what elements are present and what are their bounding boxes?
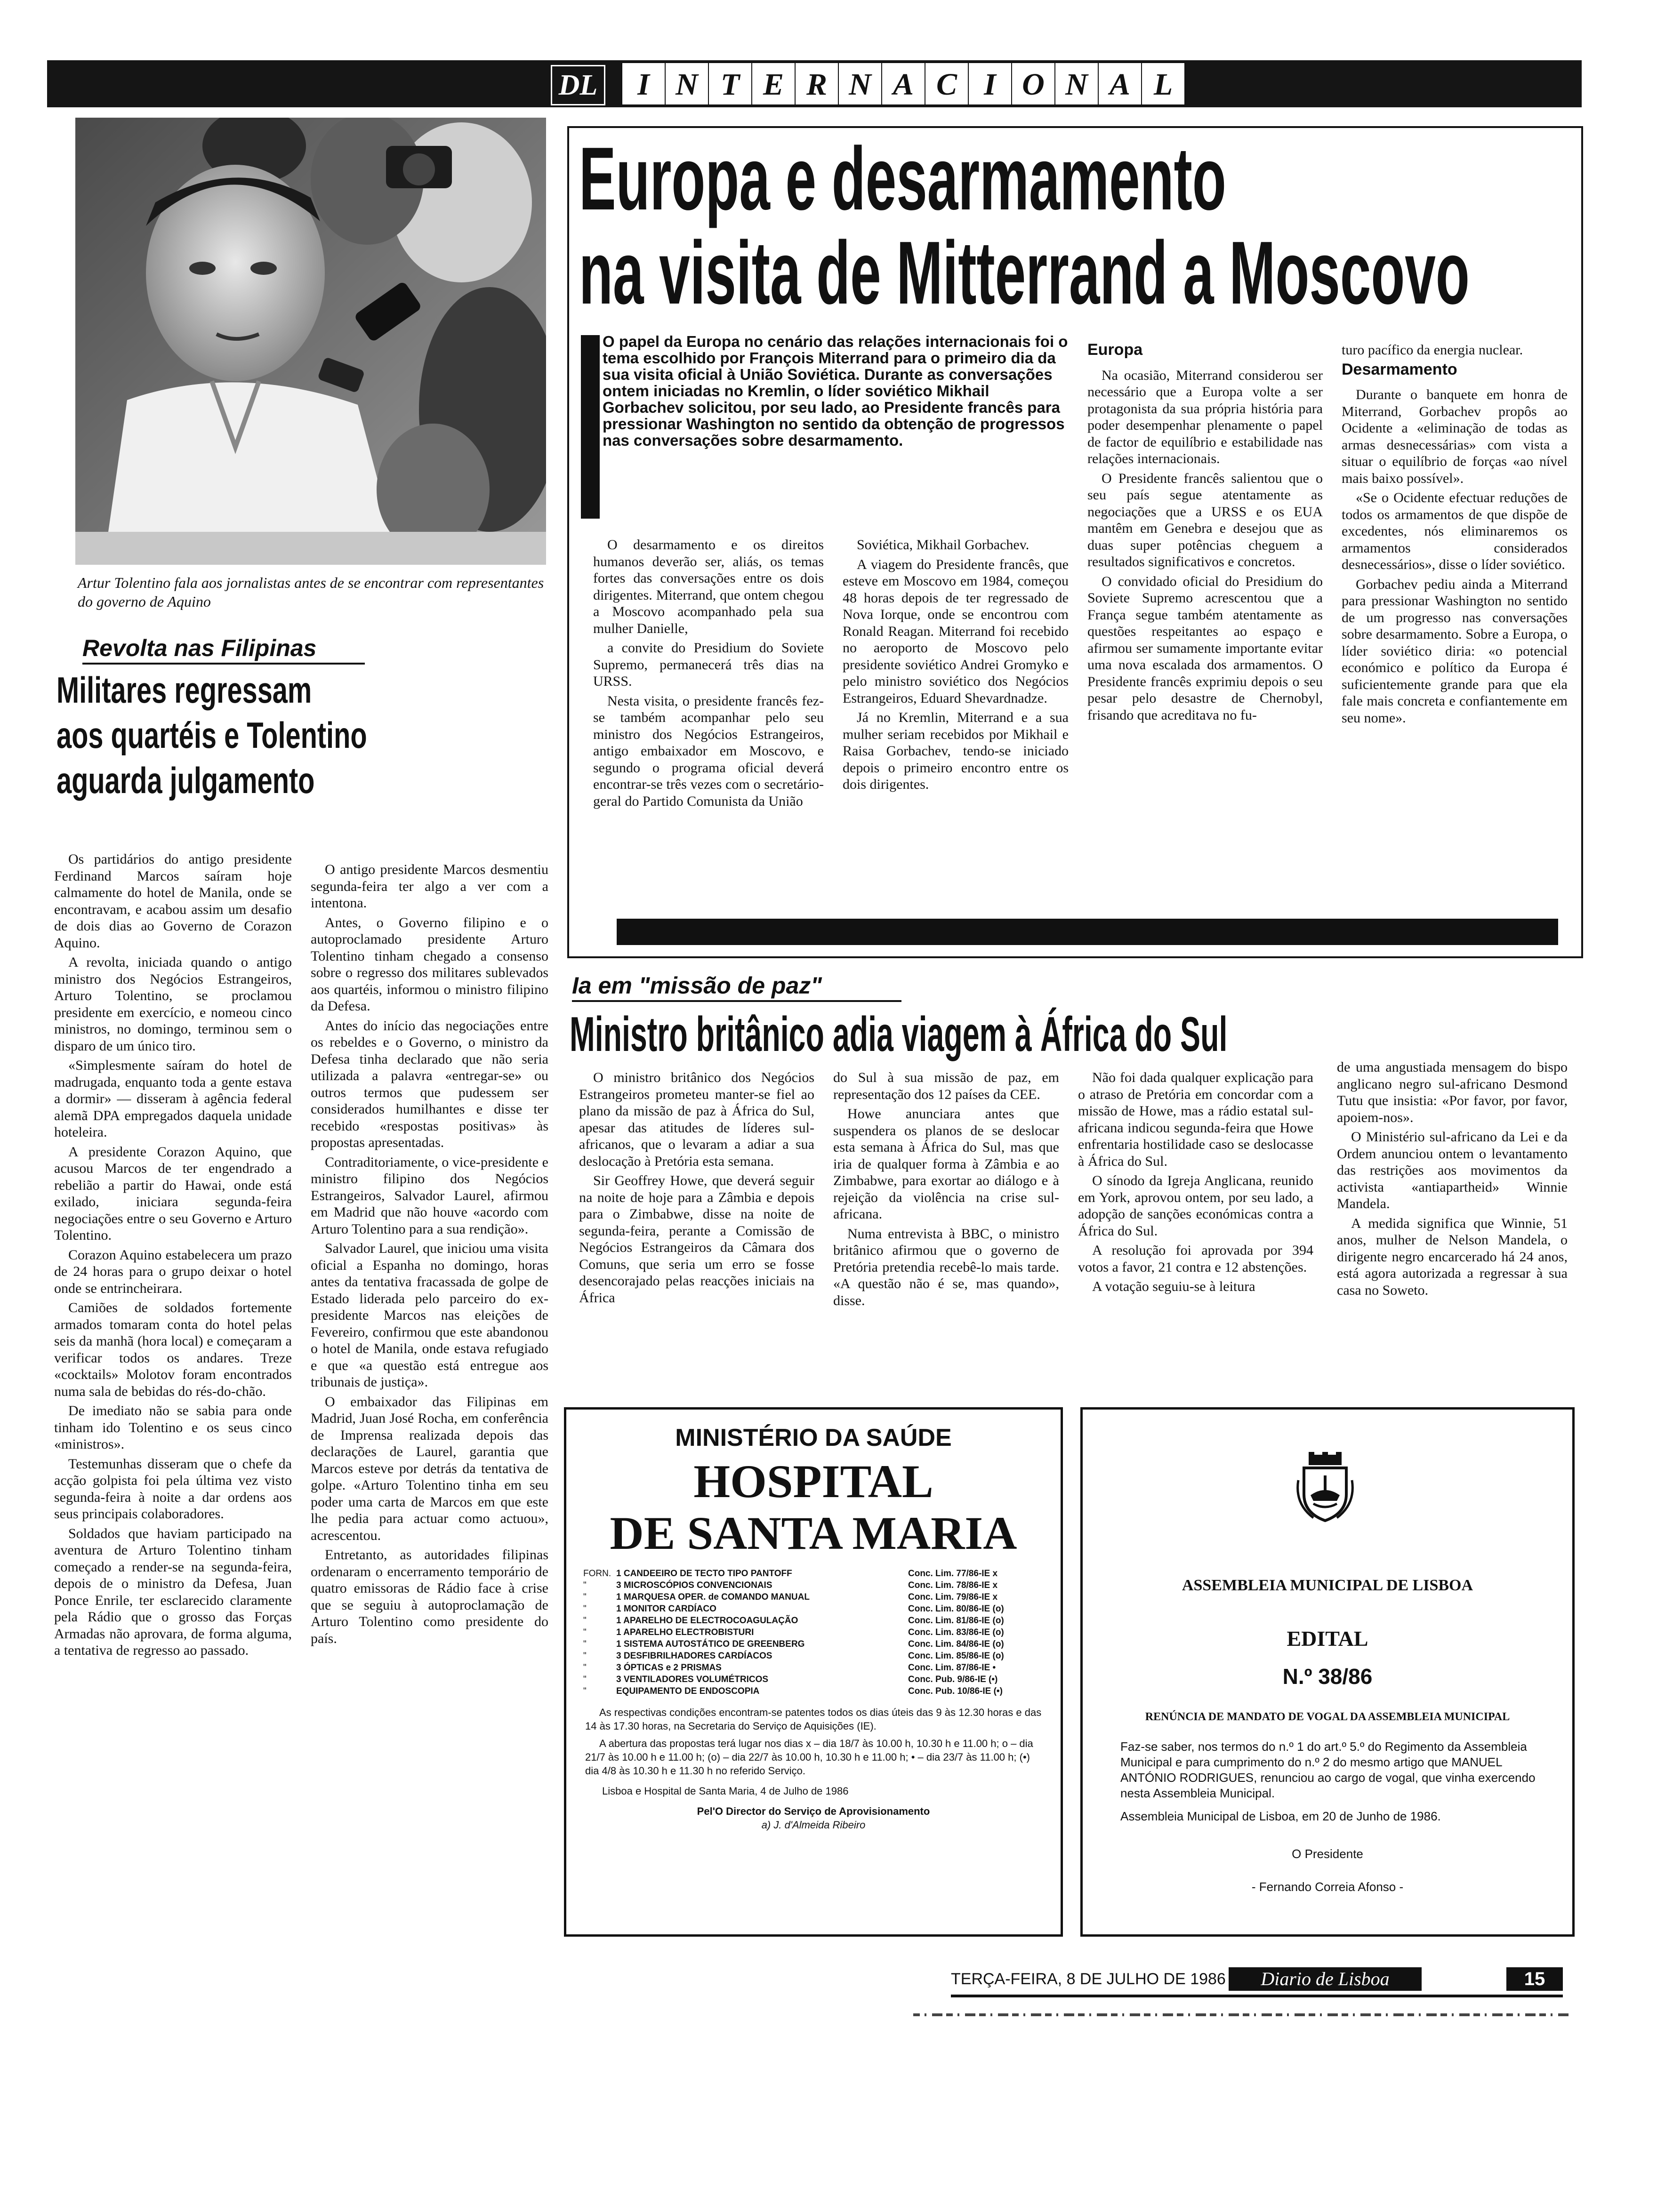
subhead-desarmamento: Desarmamento [1342,360,1457,378]
mitterrand-column-3 [1087,342,1323,726]
section-letter: A [881,62,925,105]
paragraph: A votação seguiu-se à leitura [1092,1279,1255,1294]
headline-line: aguarda julgamento [56,760,315,801]
newspaper-logo: DL [551,65,605,105]
paragraph: Corazon Aquino estabelecera um prazo de 24 horas para o grupo deixar o hotel onde se entrincheirara. [54,1247,292,1296]
howe-column-1 [579,1069,814,1309]
paragraph: A medida significa que Winnie, 51 anos, mulher de Nelson Mandela, o dirigente negro encarcerado há 24 anos, está agora autorizada a regressar à sua casa no Soweto. [1337,1215,1568,1298]
paragraph: Antes, o Governo filipino e o autoproclamado presidente Arturo Tolentino tinham chegado a consenso sobre o regresso dos militares sublevados aos quartéis, informou o ministro filipino da Defesa. [311,914,548,1014]
section-letter: O [1011,62,1055,105]
howe-kicker [572,972,901,1002]
ad-assembly-name: ASSEMBLEIA MUNICIPAL DE LISBOA [1182,1577,1473,1594]
ad-item: " 1 MARQUESA OPER. de COMANDO MANUAL Conc. Lim. 79/86-IE x [583,1592,998,1602]
ad-item: " EQUIPAMENTO DE ENDOSCOPIA Conc. Pub. 10/86-IE (•) [583,1686,1003,1696]
section-letter: N [665,62,709,105]
ad-item-list [583,1568,1061,1697]
mitterrand-lead: O papel da Europa no cenário das relações internacionais foi o tema escolhido por François Miterrand para o primeiro dia da sua visita oficial à União Soviética. Durante as conversações ontem iniciadas no Kremlin, o líder soviético Mikhail Gorbachev solicitou, por seu lado, ao Presidente francês para pressionar Washington no sentido da obtenção de progressos nas conversações sobre desarmamento. [603,333,1068,449]
section-letter: N [1054,62,1099,105]
paragraph: O Presidente francês salientou que o seu país segue atentamente as negociações que a URSS e os EUA mantêm em Genebra e desejou que as duas super potências cheguem a resultados significativos e concretos. [1087,470,1323,569]
ad-item: " 3 ÓPTICAS e 2 PRISMAS Conc. Lim. 87/86-IE • [583,1663,996,1673]
paragraph: Testemunhas disseram que o chefe da acção golpista foi pela última vez visto segunda-feira à noite a dar ordens aos seus principais colaboradores. [54,1456,292,1522]
ad-edital-number: N.º 38/86 [1282,1664,1373,1689]
scan-noise-strip [913,2010,1572,2020]
paragraph: Salvador Laurel, que iniciou uma visita oficial a Espanha no domingo, horas antes da tentativa fracassada de golpe de Estado liderada pelo parceiro do ex-presidente Marcos nas eleições de Fevereiro, confirmou que este abandonou o hotel de Manila, onde estava refugiado e que «a questão está entregue aos tribunais de justiça». [311,1241,548,1390]
section-letter: E [751,62,796,105]
ad-signer: a) J. d'Almeida Ribeiro [761,1819,866,1831]
paragraph: A resolução foi aprovada por 394 votos a favor, 21 contra e 12 abstenções. [1078,1242,1313,1275]
howe-column-3 [1078,1069,1313,1298]
paragraph: O embaixador das Filipinas em Madrid, Juan José Rocha, em conferência de Imprensa realizada depois das declarações de Laurel, garantia que Marcos esteve por detrás da tentativa de golpe. «Arturo Tolentino tinha em seu poder uma carta de Marcos em que este lhe pedia para actuar como actuou», acrescentou. [311,1394,548,1543]
tolentino-column-2 [311,861,548,1650]
howe-column-4 [1337,1059,1568,1301]
paragraph: Soldados que haviam participado na aventura de Arturo Tolentino tinham começado a render-se na segunda-feira, depois de o ministro da Defesa, Juan Ponce Enrile, ter esclarecido claramente pela Rádio que o grosso das Forças Armadas não aprovara, de forma alguma, a tentativa de regresso ao passado. [54,1525,292,1658]
ad-opening-dates: A abertura das propostas terá lugar nos dias x – dia 18/7 às 10.00 h, 10.30 h e 11.00 h; o – dia 21/7 às 10.00 h e 11.00 h; (o) – dia 22/7 às 10.00 h, 10.30 h e 11.00 h; • – dia 23/7 às 11.00 h; (•) dia 4/8 às 10.30 h e 11.30 h no referido Serviço. [585,1738,1033,1777]
paragraph: Entretanto, as autoridades filipinas ordenaram o encerramento temporário de quatro emissoras de Rádio face à crise que se seguiu à autoproclamação de Arturo Tolentino como presidente do país. [311,1547,548,1646]
ad-conditions: As respectivas condições encontram-se patentes todos os dias úteis das 9 às 12.30 horas e das 14 às 17.30 horas, na Secretaria do Serviço de Aquisições (IE). [585,1707,1042,1732]
issue-date: TERÇA-FEIRA, 8 DE JULHO DE 1986 [951,1970,1226,1988]
section-letter: I [968,62,1012,105]
footer-rule [951,1995,1563,1997]
mitterrand-column-1 [593,537,824,812]
assembly-advert [1080,1407,1575,1937]
section-letter: R [795,62,839,105]
photo-illustration [75,118,546,565]
lead-drop-bar [581,335,600,519]
kicker-text: Revolta nas Filipinas [82,635,317,661]
ad-president-title: O Presidente [1292,1847,1363,1861]
ad-edital: EDITAL [1287,1627,1368,1651]
paragraph: Na ocasião, Miterrand considerou ser necessário que a Europa volte a ser protagonista da sua própria história para poder desempenhar plenamente o papel de factor de equilíbrio e estabilidade nas relações internacionais. [1087,367,1323,466]
paragraph: Sir Geoffrey Howe, que deverá seguir na noite de hoje para a Zâmbia e depois para o Zimbabwe, disse na noite de segunda-feira, perante a Comissão de Negócios Estrangeiros da Câmara dos Comuns, que seria um erro se fosse desencorajado pelas reacções iniciais na África [579,1173,814,1306]
section-letter: I [621,62,666,105]
paragraph: A presidente Corazon Aquino, que acusou Marcos de ter engendrado a rebelião a partir do Hawai, onde está exilado, iniciara segunda-feira negociações entre o seu Governo e Arturo Tolentino. [54,1144,292,1243]
story-bottom-bar [617,919,1558,945]
paragraph: turo pacífico da energia nuclear. [1342,342,1523,358]
section-masthead [47,60,1582,107]
paragraph: Nesta visita, o presidente francês fez-se também acompanhar pelo seu ministro dos Negócios Estrangeiros, antigo embaixador em Moscovo, e segundo o programa oficial deverá encontrar-se três vezes com o secretário-geral do Partido Comunista da União [593,693,824,809]
ad-date: Lisboa e Hospital de Santa Maria, 4 de Julho de 1986 [602,1785,849,1797]
paragraph: Já no Kremlin, Miterrand e a sua mulher seriam recebidos por Mikhail e Raisa Gorbachev, tendo-se iniciado depois o primeiro encontro entre os dois dirigentes. [843,710,1069,792]
ad-subject: RENÚNCIA DE MANDATO DE VOGAL DA ASSEMBLEIA MUNICIPAL [1145,1711,1510,1723]
ad-hospital-name: DE SANTA MARIA [610,1507,1017,1559]
ad-item: FORN. 1 CANDEEIRO DE TECTO TIPO PANTOFF Conc. Lim. 77/86-IE x [583,1569,998,1579]
paragraph: O desarmamento e os direitos humanos deverão ser, aliás, os temas fortes das conversações entre os dois dirigentes. Miterrand, que ontem chegou a Moscovo acompanhado pela sua mulher Danielle, [593,537,824,636]
paragraph: O ministro britânico dos Negócios Estrangeiros prometeu manter-se fiel ao plano da missão de paz à África do Sul, apesar das atitudes de líderes sul-africanos, que o levaram a adiar a sua deslocação à Pretória esta semana. [579,1070,814,1169]
paragraph: «Se o Ocidente efectuar reduções de todos os armamentos de que dispõe de excedentes, nós eliminaremos os armamentos considerados desnecessários», disse o líder soviético. [1342,490,1568,572]
howe-headline: Ministro britânico adia viagem à África do Sul [570,1007,1228,1062]
paragraph: Camiões de soldados fortemente armados tomaram conta do hotel pelas seis da manhã (hora local) e começaram a verificar todos os andares. Treze «cocktails» Molotov foram encontrados numa sala de bebidas do rés-do-chão. [54,1300,292,1399]
paragraph: Antes do início das negociações entre os rebeldes e o Governo, o ministro da Defesa tinha declarado que não seria utilizada a palavra «entregar-se» ou outros termos que pudessem ser considerados humilhantes e disse ter recebido «respostas positivas» às propostas apresentadas. [311,1018,548,1150]
headline-line: Militares regressam [56,669,312,711]
kicker-rule [82,663,365,665]
paragraph: Soviética, Mikhail Gorbachev. [857,537,1030,553]
ad-item: " 1 SISTEMA AUTOSTÁTICO DE GREENBERG Conc. Lim. 84/86-IE (o) [583,1639,1004,1649]
paragraph: a convite do Presidium do Soviete Supremo, permanecerá três dias na URSS. [593,640,824,689]
mitterrand-column-4 [1342,342,1568,729]
hospital-advert [564,1407,1063,1937]
ad-item: " 3 MICROSCÓPIOS CONVENCIONAIS Conc. Lim. 78/86-IE x [583,1580,998,1590]
lisbon-coat-of-arms-icon [1295,1452,1356,1523]
mitterrand-headline [579,129,1577,323]
section-letter: C [925,62,969,105]
paragraph: Não foi dada qualquer explicação para o atraso de Pretória em concordar com a missão de Howe, mas a rádio estatal sul-africana indicou segunda-feira que Howe enfrentaria hostilidade caso se deslocasse à África do Sul. [1078,1070,1313,1169]
headline-line: na visita de Mitterrand a Moscovo [579,223,1470,323]
section-letter: N [838,62,882,105]
photo-caption: Artur Tolentino fala aos jornalistas antes de se encontrar com representantes do governo de Aquino [78,574,544,610]
section-title [621,62,1184,104]
ad-president: - Fernando Correia Afonso - [1251,1880,1404,1894]
ad-date: Assembleia Municipal de Lisboa, em 20 de Junho de 1986. [1120,1809,1441,1823]
subhead-europa: Europa [1087,341,1143,359]
ad-item: " 1 APARELHO DE ELECTROCOAGULAÇÃO Conc. Lim. 81/86-IE (o) [583,1616,1004,1626]
page-number: 15 [1506,1967,1563,1991]
ad-hospital-name: HOSPITAL [693,1455,933,1507]
mitterrand-column-2 [843,537,1069,796]
tolentino-kicker [82,634,365,665]
paragraph: A viagem do Presidente francês, que esteve em Moscovo em 1984, começou 48 horas depois de ter regressado de Nova Iorque, onde se encontrou com Ronald Reagan. Miterrand foi recebido no aeroporto de Moscovo pelo presidente soviético Andrei Gromyko e pelo ministro soviético dos Negócios Estrangeiros, Eduard Shevardnadze. [843,556,1069,706]
howe-column-2 [833,1069,1059,1312]
paragraph: Durante o banquete em honra de Miterrand, Gorbachev propôs ao Ocidente a «eliminação de todas as armas desnecessárias» com vista a situar o equilíbrio de forças «ao nível mais baixo possível». [1342,387,1568,486]
paragraph: De imediato não se sabia para onde tinham ido Tolentino e os seus cinco «ministros». [54,1403,292,1452]
kicker-text: Ia em "missão de paz" [572,972,822,999]
ad-ministry: MINISTÉRIO DA SAÚDE [675,1424,952,1451]
ad-item: " 1 APARELHO ELECTROBISTURI Conc. Lim. 83/86-IE (o) [583,1627,1004,1637]
ad-signer-title: Pel'O Director do Serviço de Aprovisionamento [697,1805,930,1817]
ad-item: " 3 DESFIBRILHADORES CARDÍACOS Conc. Lim. 85/86-IE (o) [583,1651,1004,1661]
paragraph: «Simplesmente saíram do hotel de madrugada, enquanto toda a gente estava a dormir» — disseram à agência federal alemã DPA empregados daquela unidade hoteleira. [54,1058,292,1140]
paragraph: O Ministério sul-africano da Lei e da Ordem anunciou ontem o levantamento das restrições aos movimentos da activista «antiapartheid» Winnie Mandela. [1337,1129,1568,1211]
section-letter: L [1141,62,1185,105]
paragraph: de uma angustiada mensagem do bispo anglicano negro sul-africano Desmond Tutu que insistia: «Por favor, por favor, apoiem-nos». [1337,1059,1568,1125]
paragraph: O convidado oficial do Presidium do Soviete Supremo acrescentou que a França segue também atentamente as questões respeitantes ao espaço e afirmou ser sumamente importante evitar uma nova escalada dos armamentos. O Presidente francês exprimiu depois o seu pesar pelo desastre de Chernobyl, frisando que acreditava no fu- [1087,573,1323,723]
ad-body: Faz-se saber, nos termos do n.º 1 do art.º 5.º do Regimento da Assembleia Municipal e para cumprimento do n.º 2 do mesmo artigo que MANUEL ANTÓNIO RODRIGUES, renunciou ao cargo de vogal, que vinha exercendo nesta Assembleia Municipal. [1120,1739,1536,1800]
tolentino-headline [56,667,565,803]
paragraph: A revolta, iniciada quando o antigo ministro dos Negócios Estrangeiros, Arturo Tolentino, se proclamou presidente em exercício, e nomeou cinco ministros, no domingo, terminou sem o disparo de um único tiro. [54,954,292,1054]
paragraph: O sínodo da Igreja Anglicana, reunido em York, aprovou ontem, por seu lado, a adopção de sanções económicas contra a África do Sul. [1078,1173,1313,1239]
headline-line: Europa e desarmamento [579,129,1226,229]
newspaper-name: Diario de Lisboa [1229,1967,1422,1991]
section-letter: T [708,62,752,105]
paragraph: Howe anunciara antes que suspendera os planos de se deslocar esta semana à África do Sul, mas que iria de qualquer forma à Zâmbia e ao Zimbabwe, para exortar ao diálogo e à rejeição da violência na crise sul-africana. [833,1106,1059,1222]
tolentino-column-1 [54,851,292,1662]
kicker-rule [572,1000,901,1002]
section-letter: A [1098,62,1142,105]
ad-item: " 1 MONITOR CARDÍACO Conc. Lim. 80/86-IE (o) [583,1604,1004,1614]
paragraph: Gorbachev pediu ainda a Miterrand para pressionar Washington no sentido de um progresso nas conversações sobre desarmamento. Sobre a Europa, o líder soviético diria: «o potencial económico e político da Europa é suficientemente grande para que ela fale mais concreta e confiantemente em seu nome». [1342,576,1568,726]
paragraph: O antigo presidente Marcos desmentiu segunda-feira ter algo a ver com a intentona. [311,862,548,911]
headline-line: aos quartéis e Tolentino [56,714,367,756]
paragraph: Os partidários do antigo presidente Ferdinand Marcos saíram hoje calmamente do hotel de Manila, onde se encontravam, e acabou assim um desafio de dois dias ao Governo de Corazon Aquino. [54,851,292,951]
paragraph: Contraditoriamente, o vice-presidente e ministro filipino dos Negócios Estrangeiros, Salvador Laurel, afirmou em Madrid que não houve «acordo com Arturo Tolentino para a sua rendição». [311,1154,548,1237]
ad-item: " 3 VENTILADORES VOLUMÉTRICOS Conc. Pub. 9/86-IE (•) [583,1675,998,1684]
news-photo [75,118,546,565]
paragraph: Numa entrevista à BBC, o ministro britânico afirmou que o governo de Pretória pretendia recebê-lo mais tarde. «A questão não é se, mas quando», disse. [833,1226,1059,1308]
paragraph: do Sul à sua missão de paz, em representação dos 12 países da CEE. [833,1070,1059,1102]
